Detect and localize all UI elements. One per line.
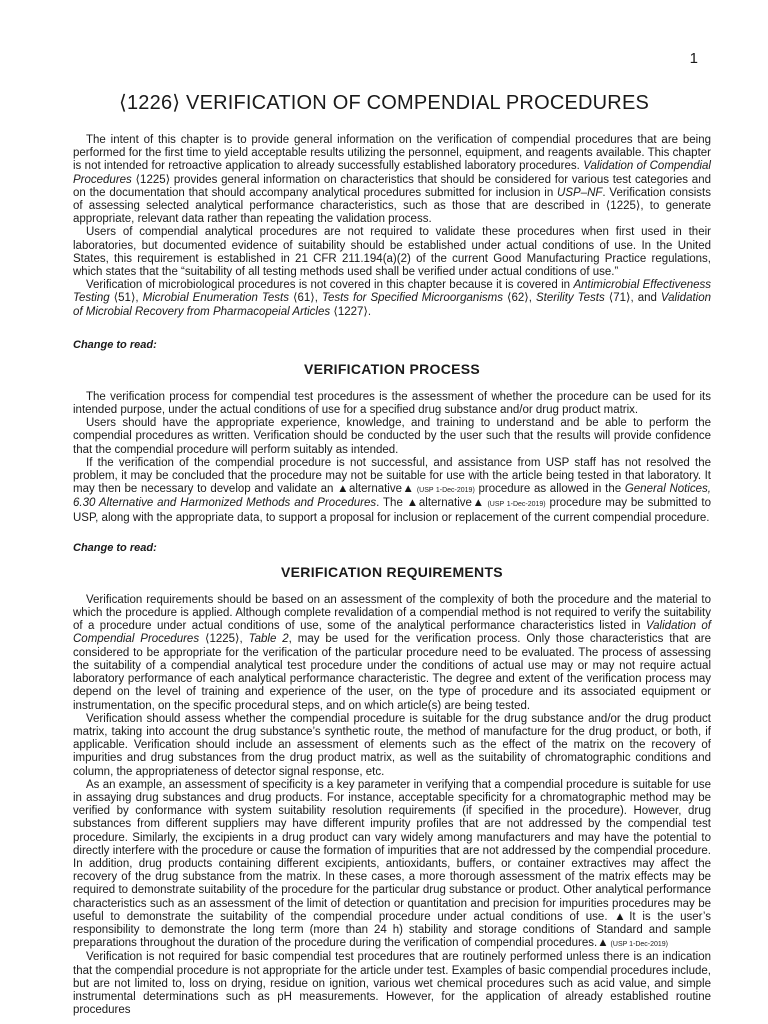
text-run: The intent of this chapter is to provide general information on the verification of compendial procedures that are being performed for the first time to yield acceptable results utilizing the personnel, equipment, and reagents available. This chapter is not intended for retroactive application to already successfully established laboratory procedures. <box>73 134 711 173</box>
document-body <box>73 134 711 1017</box>
text-run: (USP 1-Dec-2019) <box>484 501 546 509</box>
text-run: ⟨1225⟩, <box>199 633 249 646</box>
text-run: . The <box>376 497 407 510</box>
text-run: Verification requirements should be based on an assessment of the complexity of both the procedure and the material to which the procedure is applied. Although complete revalidation of a compendial method is not required to verify the suitability of a procedure under actual conditions of use, some of the analytical performance characteristics listed in <box>73 593 711 633</box>
text-run: (USP 1-Dec-2019) <box>608 941 669 949</box>
text-run: (USP 1-Dec-2019) <box>414 487 475 495</box>
page-number: 1 <box>689 50 698 67</box>
text-run: Verification of microbiological procedures is not covered in this chapter because it is covered in <box>86 279 574 292</box>
text-run: Tests for Specified Microorganisms <box>321 292 503 305</box>
text-run: Validation of Compendial Procedures <box>73 160 711 186</box>
intro-paragraph-2 <box>73 226 711 279</box>
text-run: As an example, an assessment of specificity is a key parameter in verifying that a compendial procedure is suitable for use in assaying drug substances and drug products. For instance, acceptable specificity for a chromatographic method may be verified by conformance with system suitability resolution requirements (if specified in the procedure). However, drug substances from different suppliers may have different impurity profiles that are not addressed by the compendial test procedure. Similarly, the excipients in a drug product can vary widely among manufacturers and may have the potential to directly interfere with the procedure or cause the formation of impurities that are not addressed by the compendial procedure. In addition, drug products containing different excipients, antioxidants, buffers, or container extractives may affect the recovery of the drug substance from the matrix. In these cases, a more thorough assessment of the matrix effects may be required to demonstrate suitability of the procedure for the particular drug substance or product. Other analytical performance characteristics such as an assessment of the limit of detection or quantitation and precision for impurities procedures may be useful to demonstrate the suitability of the compendial procedure under actual conditions of use. <box>73 778 711 923</box>
text-run: ⟨51⟩, <box>109 292 143 305</box>
requirements-paragraph-2 <box>73 713 711 779</box>
text-run: ▲It is the user’s responsibility to demonstrate the long term (more than 24 h) stability and storage conditions of Standard and sample preparations throughout the duration of the procedure during the verification of compendial procedures.▲ <box>73 910 711 950</box>
section-heading-verification-process: VERIFICATION PROCESS <box>303 360 481 377</box>
page-title: ⟨1226⟩ VERIFICATION OF COMPENDIAL PROCEDURES <box>118 92 650 114</box>
requirements-paragraph-4 <box>73 951 711 1017</box>
text-run: ⟨71⟩, and <box>604 292 661 305</box>
text-run: Microbial Enumeration Tests <box>142 292 289 305</box>
text-run: , may be used for the verification process. Only those characteristics that are considered to be appropriate for the verification of the particular procedure need to be evaluated. The process of assessing the suitability of a compendial analytical test procedure under the conditions of actual use may or may not require actual laboratory performance of each analytical performance characteristic. The degree and extent of the verification process may depend on the level of training and experience of the user, on the type of procedure and its associated equipment or instrumentation, on the specific procedural steps, and on which article(s) are being tested. <box>73 633 711 712</box>
text-run: USP–NF <box>557 186 603 199</box>
text-run: Table 2 <box>248 633 289 646</box>
text-run: Users of compendial analytical procedures are not required to validate these procedures when first used in their laboratories, but documented evidence of suitability should be established under actual conditions of use. In the United States, this requirement is established in 21 CFR 211.194(a)(2) of the current Good Manufacturing Practice regulations, which states that the “suitability of all testing methods used shall be verified under actual conditions of use.” <box>73 226 711 279</box>
text-run: Validation of Microbial Recovery from Pharmacopeial Articles <box>73 292 712 318</box>
text-run: Users should have the appropriate experience, knowledge, and training to understand and be able to perform the compendial procedures as written. Verification should be conducted by the user such that the results will provide confidence that the compendial procedure will perform suitably as intended. <box>73 417 711 456</box>
requirements-paragraph-1 <box>73 594 711 713</box>
text-run: General Notices, 6.30 Alternative and Harmonized Methods and Procedures <box>73 483 711 510</box>
text-run: Verification is not required for basic compendial test procedures that are routinely performed unless there is an indication that the compendial procedure is not appropriate for the article under test. Examples of basic compendial procedures include, but are not limited to, loss on drying, residue on ignition, various wet chemical procedures such as acid value, and simple instrumental determinations such as pH measurements. However, for the application of already established routine procedures <box>73 951 711 1017</box>
text-run: Antimicrobial Effectiveness Testing <box>73 279 712 305</box>
text-run: Validation of Compendial Procedures <box>73 620 711 646</box>
requirements-paragraph-3 <box>73 779 711 952</box>
text-run: If the verification of the compendial procedure is not successful, and assistance from USP staff has not resolved the problem, it may be concluded that the procedure may not be suitable for use with the article being tested in that laboratory. It may then be necessary to develop and validate an <box>73 456 711 496</box>
text-run: procedure as allowed in the <box>474 483 625 496</box>
text-run: ▲alternative▲ <box>406 497 485 510</box>
process-paragraph-1 <box>73 391 711 417</box>
process-paragraph-2 <box>73 417 711 457</box>
text-run: Sterility Tests <box>535 292 605 305</box>
text-run: ⟨62⟩, <box>502 292 536 305</box>
text-run: ⟨1227⟩. <box>330 305 372 318</box>
change-to-read-label: Change to read: <box>73 541 157 554</box>
intro-paragraph-1 <box>73 134 711 226</box>
text-run: The verification process for compendial test procedures is the assessment of whether the procedure can be used for its intended purpose, under the actual conditions of use for a specified drug substance and/or drug product matrix. <box>73 390 711 417</box>
text-run: ⟨61⟩, <box>288 292 322 305</box>
text-run: ▲alternative▲ <box>337 483 415 496</box>
text-run: . Verification consists of assessing selected analytical performance characteristics, such as those that are described in ⟨1225⟩, to generate appropriate, relevant data rather than repeating the validation process. <box>73 186 711 226</box>
process-paragraph-3 <box>73 457 711 525</box>
intro-paragraph-3 <box>73 279 711 319</box>
text-run: Verification should assess whether the compendial procedure is suitable for the drug substance and/or the drug product matrix, taking into account the drug substance’s synthetic route, the method of manufacture for the drug product, or both, if applicable. Verification should include an assessment of elements such as the effect of the matrix on the recovery of impurities and drug substances from the drug product matrix, as well as the suitability of chromatographic conditions and column, the appropriateness of detector signal response, etc. <box>73 712 711 778</box>
change-to-read-label: Change to read: <box>73 338 157 351</box>
text-run: ⟨1225⟩ provides general information on characteristics that should be considered for various test categories and on the documentation that should accompany analytical procedures submitted for inclusion in <box>73 173 711 199</box>
section-heading-verification-requirements: VERIFICATION REQUIREMENTS <box>281 563 503 580</box>
text-run: procedure may be submitted to USP, along with the appropriate data, to support a proposal for inclusion or replacement of the current compendial procedure. <box>73 497 711 524</box>
